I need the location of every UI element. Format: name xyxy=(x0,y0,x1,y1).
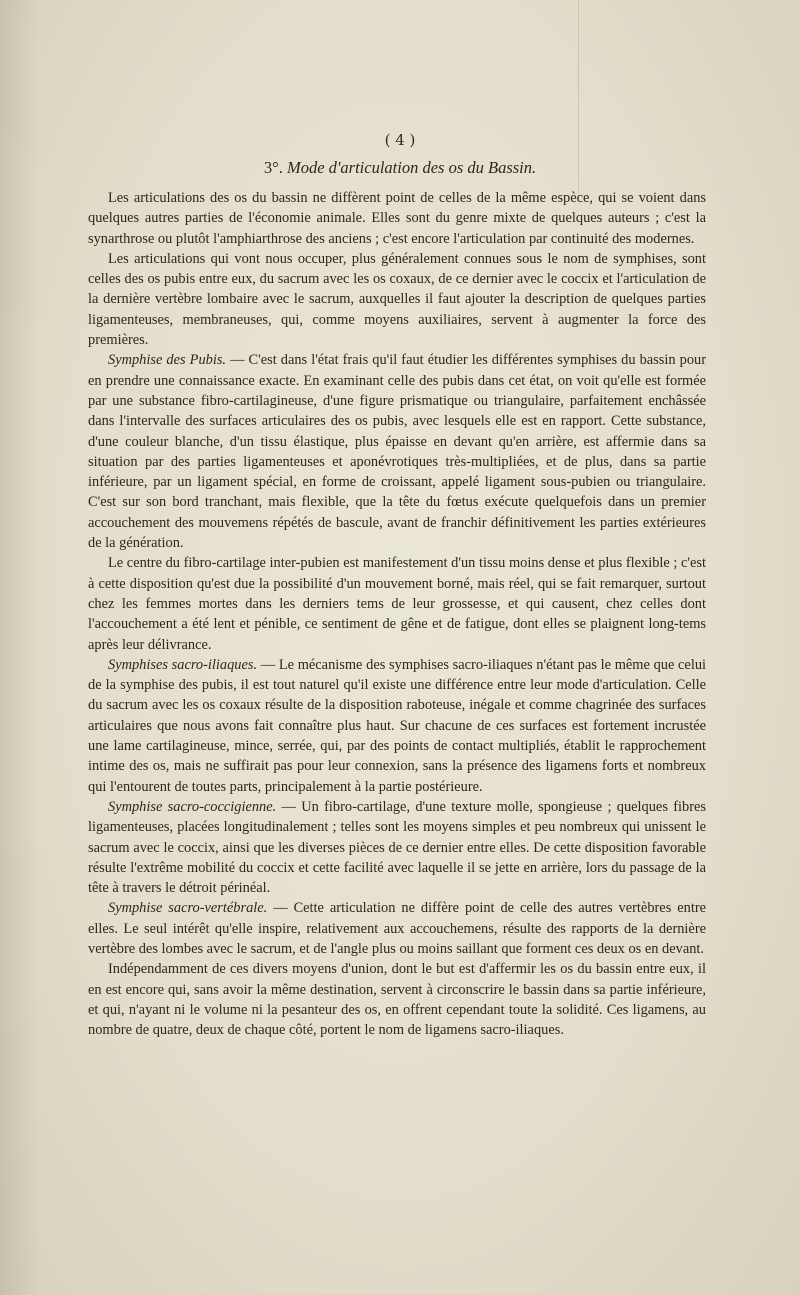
page-edge-shadow xyxy=(0,0,40,1295)
paragraph xyxy=(88,797,706,898)
paragraph-text: — Cette articulation ne diffère point de celle des autres vertèbres entre elles. Le seul intérêt qu'elle inspire, relativement aux accouchemens, résulte des rapports de la dernière vertèbre des lombes avec le sacrum, et de l'angle plus ou moins saillant que forment ces deux os en devant. xyxy=(88,900,706,957)
paragraph-term: Symphise sacro-vertébrale. xyxy=(108,900,268,917)
section-number: 3°. xyxy=(263,158,283,177)
body-text xyxy=(88,188,706,1040)
paragraph-text: — C'est dans l'état frais qu'il faut étudier les différentes symphises du bassin pour en prendre une connaissance exacte. En examinant celle des pubis dans cet état, on voit qu'elle est formée par une substance fibro-cartilagineuse, d'une figure prismatique ou triangulaire, parfaitement enchâssée dans l'intervalle des surfaces articulaires des os pubis, avec lesquels elle est en rapport. Cette substance, d'une couleur blanche, d'un tissu élastique, plus épaisse en devant qu'en arrière, est affermie dans sa situation par des parties ligamenteuses et aponévrotiques très-multipliées, et de plus, dans sa partie inférieure, par un ligament spécial, en forme de croissant, appelé ligament sous-pubien ou triangulaire. C'est sur son bord tranchant, mais flexible, que la tête du fœtus exécute quelquefois dans un premier accouchement des mouvemens répétés de bascule, avant de franchir définitivement les parties extérieures de la génération. xyxy=(88,352,706,552)
paragraph-text: Indépendamment de ces divers moyens d'union, dont le but est d'affermir les os du bassin entre eux, il en est encore qui, sans avoir la même destination, servent à circonscrire le bassin dans sa partie inférieure, et qui, n'ayant ni le volume ni la pesanteur des os, en offrent cependant toute la solidité. Ces ligamens, au nombre de quatre, deux de chaque côté, portent le nom de ligamens sacro-iliaques. xyxy=(88,961,706,1039)
paragraph xyxy=(88,553,706,654)
paragraph-text: Le centre du fibro-cartilage inter-pubien est manifestement d'un tissu moins dense et plus flexible ; c'est à cette disposition qu'est due la possibilité d'un mouvement borné, mais réel, qui se fait remarquer, surtout chez les femmes mortes dans les derniers tems de leur grossesse, et qui causent, chez celles dont l'accouchement a été lent et pénible, ce sentiment de gêne et de fatigue, dont elles se plaignent long-tems après leur délivrance. xyxy=(88,555,706,653)
paragraph-text: Les articulations des os du bassin ne diffèrent point de celles de la même espèce, qui se voient dans quelques autres parties de l'économie animale. Elles sont du genre mixte de quelques auteurs ; c'est la synarthrose ou plutôt l'amphiarthrose des anciens ; c'est encore l'articulation par continuité des modernes. xyxy=(88,190,706,247)
paragraph-text: Les articulations qui vont nous occuper, plus généralement connues sous le nom de symphises, sont celles des os pubis entre eux, du sacrum avec les os coxaux, de ce dernier avec le coccix et l'articulation de la dernière vertèbre lombaire avec le sacrum, auxquelles il faut ajouter la description de quelques parties ligamenteuses, membraneuses, qui, comme moyens auxiliaires, servent à augmenter la force des premières. xyxy=(88,250,706,349)
paragraph xyxy=(88,898,706,959)
paragraph xyxy=(88,959,706,1040)
section-title: Mode d'articulation des os du Bassin. xyxy=(286,158,537,177)
section-heading xyxy=(0,158,800,178)
paragraph-term: Symphise sacro-coccigienne. xyxy=(108,798,277,815)
paragraph xyxy=(88,350,706,553)
paragraph-term: Symphise des Pubis. xyxy=(108,352,227,369)
paragraph-text: — Un fibro-cartilage, d'une texture molle, spongieuse ; quelques fibres ligamenteuses, placées longitudinalement ; telles sont les moyens simples et peu nombreux qui unissent le sacrum avec le coccix, ainsi que les diverses pièces de ce dernier entre elles. De cette disposition favorable résulte l'extrême mobilité du coccix et cette facilité avec laquelle il se jette en arrière, lors du passage de la tête à travers le détroit périnéal. xyxy=(88,798,706,897)
page-number: ( 4 ) xyxy=(384,131,416,149)
paragraph-term: Symphises sacro-iliaques. xyxy=(108,656,258,673)
paragraph xyxy=(88,188,706,249)
paragraph-text: — Le mécanisme des symphises sacro-iliaques n'étant pas le même que celui de la symphise des pubis, il est tout naturel qu'il existe une différence entre leur mode d'articulation. Celle du sacrum avec les os coxaux résulte de la disposition raboteuse, inégale et comme chagrinée des surfaces articulaires que nous avons fait connaître plus haut. Sur chacune de ces surfaces est fortement incrustée une lame cartilagineuse, mince, serrée, qui, par des points de contact multipliés, établit le rapprochement intime des os, mais ne suffirait pas pour leur connexion, sans la présence des ligamens forts et nombreux qui l'entourent de toutes parts, principalement à la partie postérieure. xyxy=(88,656,707,795)
paragraph xyxy=(88,655,706,797)
paragraph xyxy=(88,249,706,350)
